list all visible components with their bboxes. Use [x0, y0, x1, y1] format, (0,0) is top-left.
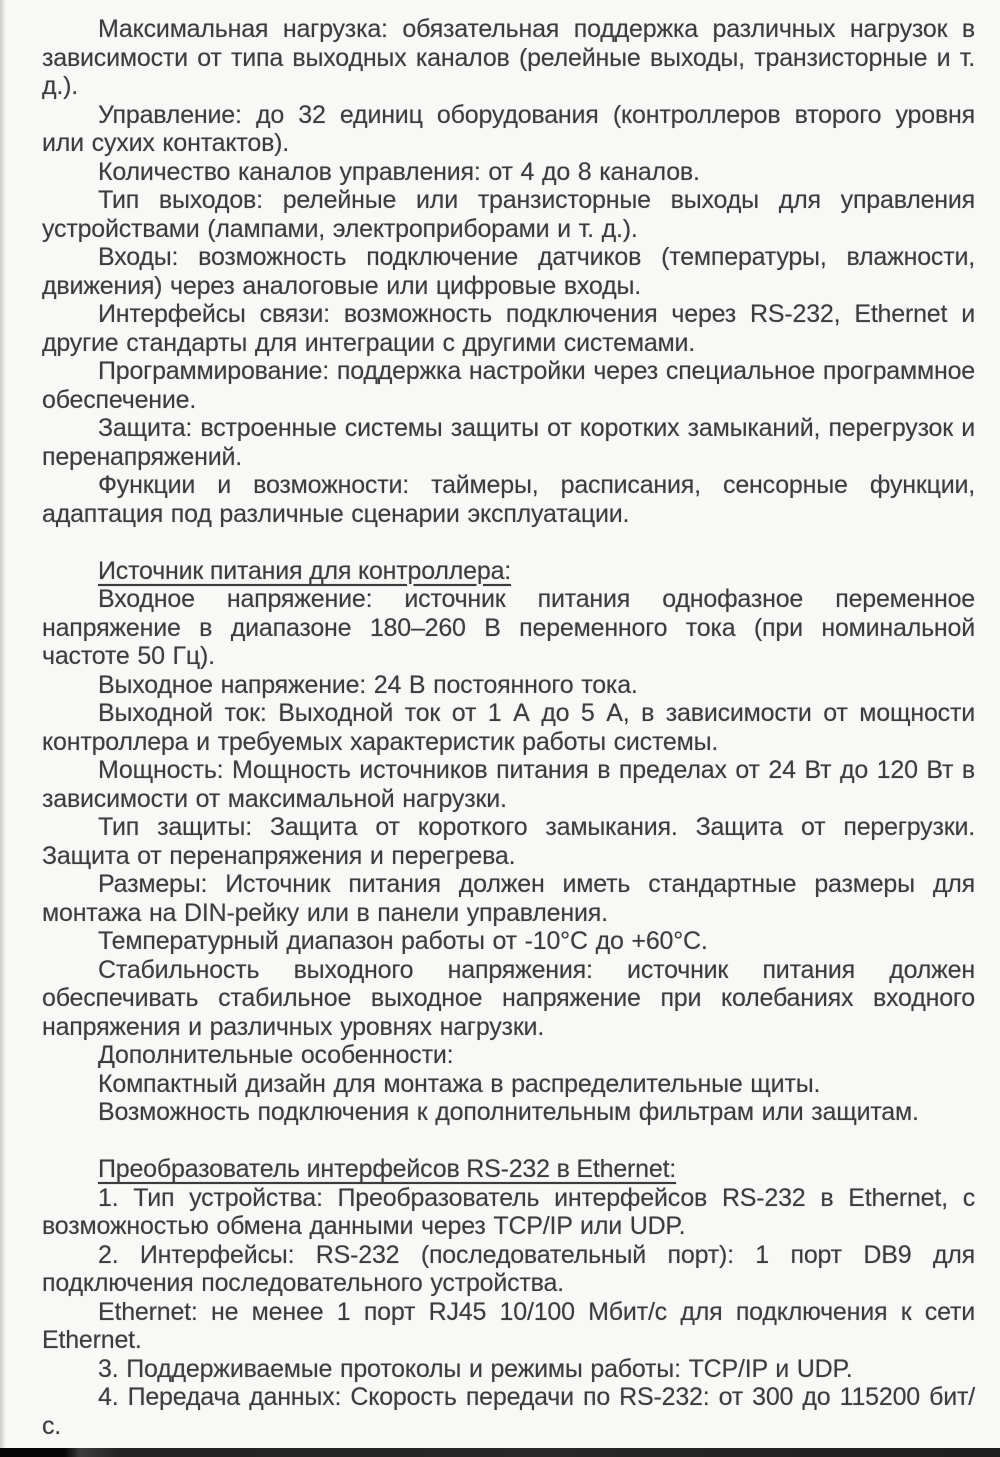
paragraph: Управление: до 32 единиц оборудования (контроллеров второго уровня или сухих контактов).	[42, 100, 975, 157]
paragraph: Программирование: поддержка настройки через специальное программное обеспечение.	[42, 357, 975, 414]
scan-edge-artifact	[0, 1448, 1000, 1457]
paragraph: 3. Поддерживаемые протоколы и режимы работы: TCP/IP и UDP.	[98, 1354, 853, 1383]
section-heading-converter	[42, 1155, 975, 1184]
paragraph: Размеры: Источник питания должен иметь стандартные размеры для монтажа на DIN-рейку или в панели управления.	[42, 870, 975, 927]
paragraph: Входное напряжение: источник питания однофазное переменное напряжение в диапазоне 180–260 В переменного тока (при номинальной частоте 50 Гц).	[42, 585, 975, 670]
section-controller-specs	[42, 15, 975, 528]
paragraph: Температурный диапазон работы от -10°C до +60°C.	[98, 927, 708, 955]
section-rs232-ethernet-converter	[42, 1155, 975, 1440]
heading-text: Источник питания для контроллера:	[98, 556, 512, 585]
paragraph: Компактный дизайн для монтажа в распределительные щиты.	[98, 1069, 821, 1098]
paragraph: Входы: возможность подключение датчиков (температуры, влажности, движения) через аналоговые или цифровые входы.	[42, 243, 975, 300]
paragraph: Дополнительные особенности:	[98, 1041, 454, 1069]
paragraph: Функции и возможности: таймеры, расписания, сенсорные функции, адаптация под различные сценарии эксплуатации.	[42, 471, 975, 528]
paragraph: Стабильность выходного напряжения: источник питания должен обеспечивать стабильное выходное напряжение при колебаниях входного напряжения и различных уровнях нагрузки.	[42, 955, 975, 1041]
paragraph: Ethernet: не менее 1 порт RJ45 10/100 Мбит/с для подключения к сети Ethernet.	[42, 1297, 975, 1354]
paragraph: 4. Передача данных: Скорость передачи по RS-232: от 300 до 115200 бит/с.	[42, 1383, 975, 1440]
paragraph: 1. Тип устройства: Преобразователь интерфейсов RS-232 в Ethernet, с возможностью обмена данными через TCP/IP или UDP.	[42, 1183, 975, 1240]
paragraph: Количество каналов управления: от 4 до 8 каналов.	[98, 157, 700, 186]
paragraph: Тип защиты: Защита от короткого замыкания. Защита от перегрузки. Защита от перенапряжения и перегрева.	[42, 813, 975, 870]
paragraph: Мощность: Мощность источников питания в пределах от 24 Вт до 120 Вт в зависимости от максимальной нагрузки.	[42, 756, 975, 813]
paragraph: Выходное напряжение: 24 В постоянного тока.	[98, 670, 638, 699]
paragraph: Тип выходов: релейные или транзисторные выходы для управления устройствами (лампами, электроприборами и т. д.).	[42, 186, 975, 243]
section-power-supply	[42, 557, 975, 1127]
paragraph: Выходной ток: Выходной ток от 1 А до 5 А, в зависимости от мощности контроллера и требуемых характеристик работы системы.	[42, 699, 975, 756]
paragraph: Защита: встроенные системы защиты от коротких замыканий, перегрузок и перенапряжений.	[42, 414, 975, 471]
paragraph: Максимальная нагрузка: обязательная поддержка различных нагрузок в зависимости от типа выходных каналов (релейные выходы, транзисторные и т. д.).	[42, 15, 975, 100]
paragraph: Возможность подключения к дополнительным фильтрам или защитам.	[98, 1098, 919, 1126]
heading-text: Преобразователь интерфейсов RS-232 в Ethernet:	[98, 1155, 677, 1183]
paragraph: 2. Интерфейсы: RS-232 (последовательный порт): 1 порт DB9 для подключения последовательного устройства.	[42, 1240, 975, 1297]
paragraph: Интерфейсы связи: возможность подключения через RS-232, Ethernet и другие стандарты для интеграции с другими системами.	[42, 300, 975, 357]
section-heading-power-supply	[42, 557, 975, 586]
